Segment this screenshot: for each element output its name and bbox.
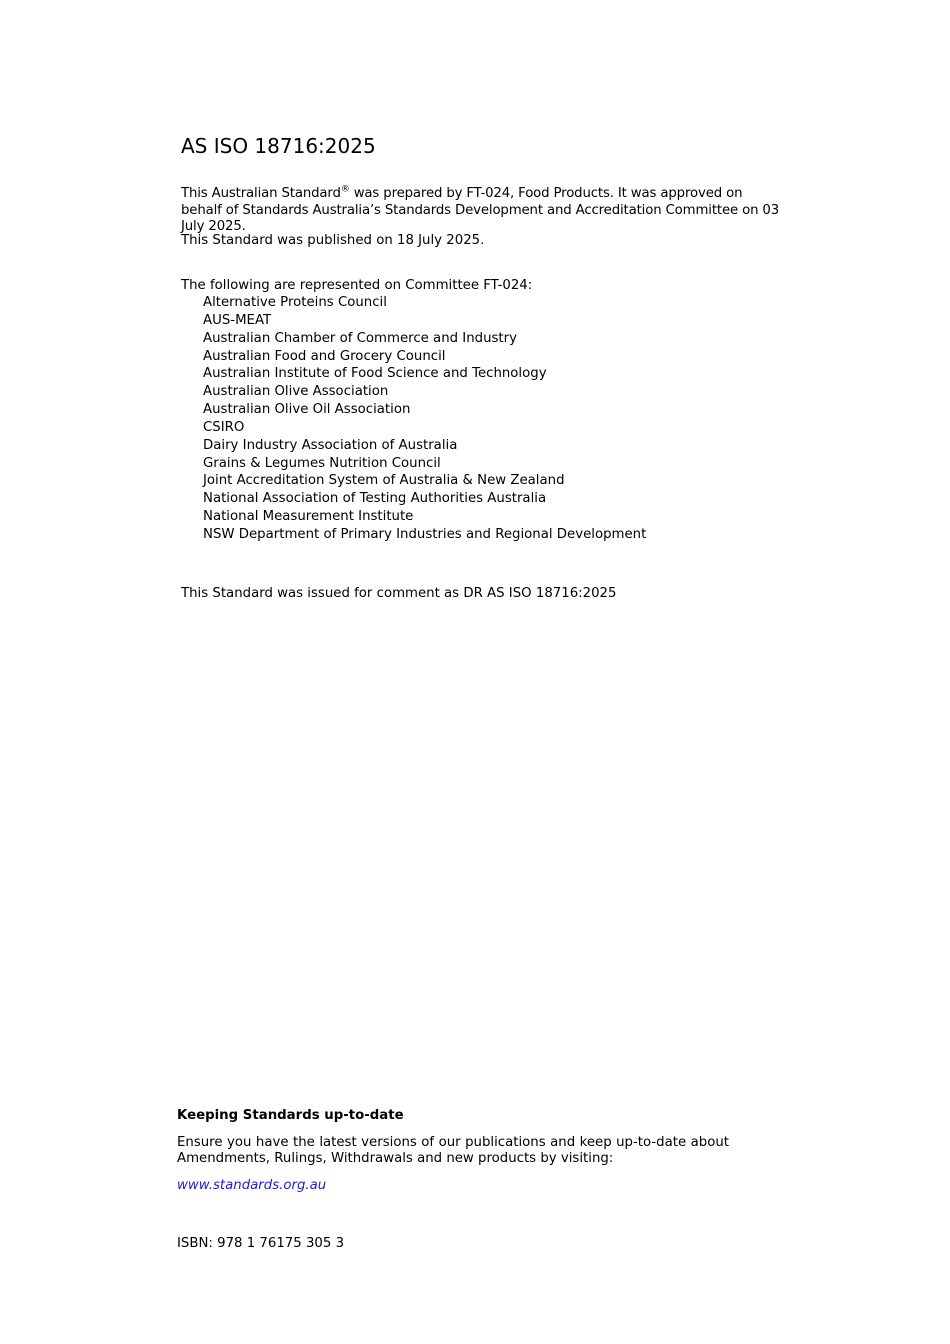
keeping-standards-text: Ensure you have the latest versions of our publications and keep up-to-date about Amendments, Rulings, Withdrawals and new products by visiting: [177, 1135, 729, 1166]
keeping-standards-heading: Keeping Standards up-to-date [177, 1108, 404, 1123]
committee-member: Australian Olive Association [203, 384, 389, 400]
committee-member: Australian Institute of Food Science and Technology [203, 366, 547, 382]
committee-member: National Association of Testing Authorities Australia [203, 491, 547, 507]
committee-member: Joint Accreditation System of Australia & New Zealand [203, 473, 565, 489]
committee-member: Australian Olive Oil Association [203, 402, 411, 418]
committee-member: Australian Food and Grocery Council [203, 348, 446, 364]
issued-for-comment-statement: This Standard was issued for comment as DR AS ISO 18716:2025 [181, 586, 617, 601]
approval-statement [181, 186, 781, 236]
page-title: AS ISO 18716:2025 [181, 134, 376, 158]
committee-member: CSIRO [203, 419, 245, 435]
committee-member: Dairy Industry Association of Australia [203, 437, 458, 453]
committee-member: National Measurement Institute [203, 509, 414, 525]
committee-list [203, 294, 646, 544]
intro-text-end: was prepared by FT-024, Food Products. It was approved on behalf of Standards Australia’s Standards Development and Accreditation Committee on 03 July 2025. [181, 186, 780, 234]
committee-member: Grains & Legumes Nutrition Council [203, 455, 441, 471]
intro-text-start: This Australian Standard [181, 186, 341, 201]
committee-member: NSW Department of Primary Industries and Regional Development [203, 526, 647, 542]
registered-mark: ® [340, 184, 350, 195]
isbn: ISBN: 978 1 76175 305 3 [177, 1236, 345, 1251]
committee-member: Australian Chamber of Commerce and Industry [203, 330, 517, 346]
committee-member: Alternative Proteins Council [203, 295, 387, 310]
committee-member: AUS-MEAT [203, 312, 272, 328]
published-statement: This Standard was published on 18 July 2025. [181, 233, 485, 248]
standards-website-link[interactable]: www.standards.org.au [177, 1178, 327, 1193]
committee-heading: The following are represented on Committee FT-024: [181, 278, 533, 293]
